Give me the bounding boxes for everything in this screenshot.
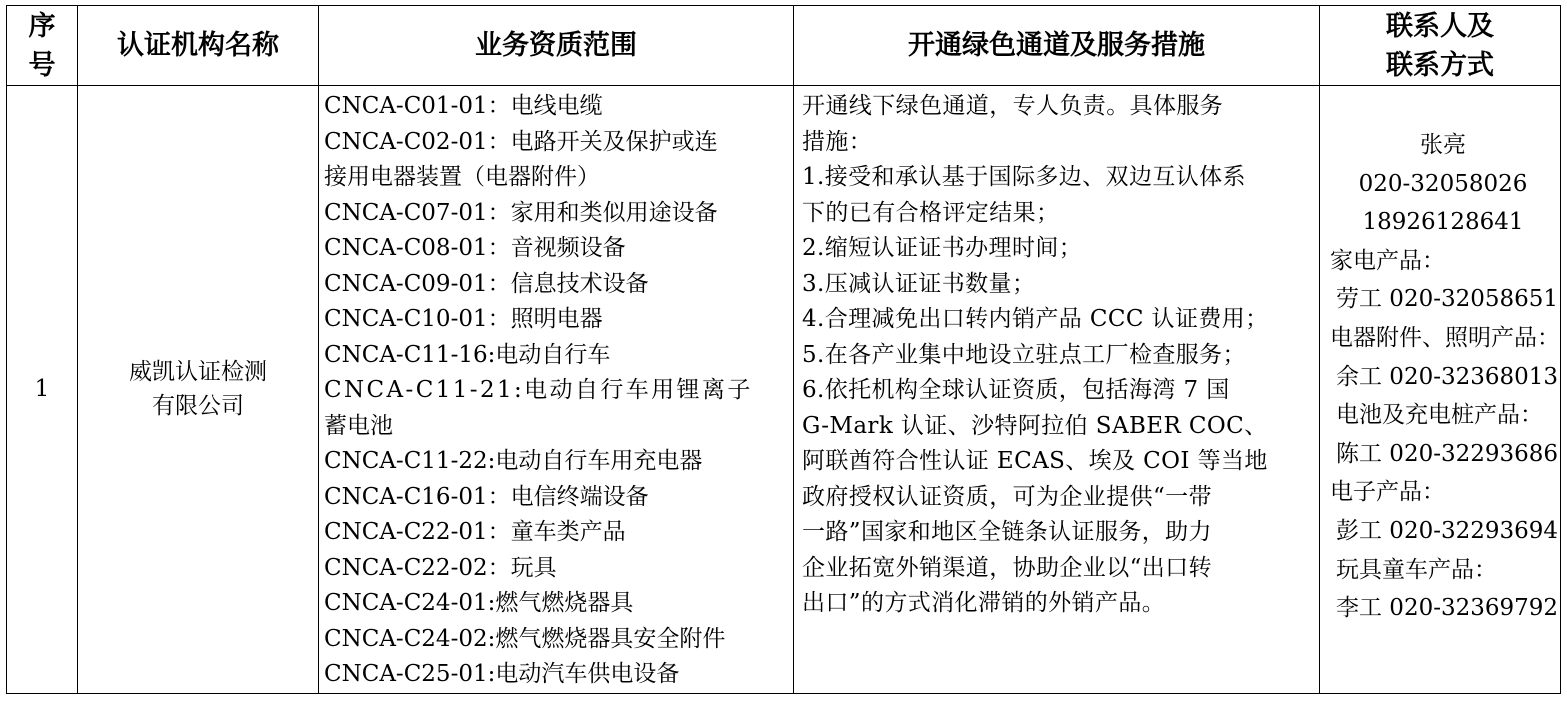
service-line: 5.在各产业集中地设立驻点工厂检查服务； — [802, 341, 1246, 368]
contact-mobile: 18926128641 — [1362, 209, 1524, 236]
contact-category: 家电产品： — [1330, 247, 1445, 274]
header-seq-line: 号 — [28, 49, 56, 81]
service-line: 一路”国家和地区全链条认证服务，助力 — [802, 519, 1212, 545]
scope-line: CNCA-C22-01：童车类产品 — [324, 519, 626, 545]
header-scope: 业务资质范围 — [319, 6, 794, 86]
header-row — [7, 6, 1561, 86]
contact-category: 玩具童车产品： — [1336, 556, 1497, 583]
contact-entry: 余工 020-32368013 — [1336, 363, 1559, 390]
certification-table — [6, 5, 1561, 694]
header-seq — [7, 6, 78, 86]
row-contact — [1320, 86, 1561, 694]
row-seq: 1 — [7, 86, 78, 694]
scope-line: CNCA-C11-22:电动自行车用充电器 — [324, 448, 703, 474]
header-contact-line: 联系方式 — [1386, 49, 1494, 81]
scope-line: CNCA-C08-01：音视频设备 — [324, 235, 626, 261]
scope-line: CNCA-C02-01：电路开关及保护或连 — [324, 128, 718, 155]
row-scope — [319, 86, 794, 694]
scope-line: CNCA-C07-01：家用和类似用途设备 — [324, 199, 718, 226]
contact-category: 电器附件、照明产品： — [1330, 324, 1560, 351]
service-line: 1.接受和承认基于国际多边、双边互认体系 — [802, 164, 1246, 190]
contact-entry: 陈工 020-32293686 — [1336, 440, 1559, 467]
service-line: 企业拓宽外销渠道，协助企业以“出口转 — [802, 554, 1212, 581]
header-contact — [1320, 6, 1561, 86]
header-org-name: 认证机构名称 — [78, 6, 319, 86]
scope-line: CNCA-C22-02：玩具 — [324, 554, 557, 581]
scope-line: CNCA-C01-01：电线电缆 — [324, 93, 603, 119]
service-line: 3.压减认证证书数量； — [802, 270, 1036, 297]
service-line: 4.合理减免出口转内销产品 CCC 认证费用； — [802, 306, 1269, 332]
service-line: 6.依托机构全球认证资质，包括海湾 7 国 — [802, 377, 1230, 403]
header-service: 开通绿色通道及服务措施 — [794, 6, 1320, 86]
scope-line: CNCA-C11-16:电动自行车 — [324, 341, 611, 368]
contact-person: 张亮 — [1420, 132, 1466, 158]
table-row — [7, 86, 1561, 694]
service-line: G-Mark 认证、沙特阿拉伯 SABER COC、 — [802, 412, 1268, 439]
org-name-line: 有限公司 — [152, 393, 244, 420]
service-line: 开通线下绿色通道，专人负责。具体服务 — [802, 93, 1224, 119]
service-line: 出口”的方式消化滞销的外销产品。 — [802, 590, 1166, 616]
service-line: 政府授权认证资质，可为企业提供“一带 — [802, 483, 1212, 510]
scope-line: CNCA-C16-01：电信终端设备 — [324, 483, 649, 510]
scope-line: CNCA-C24-02:燃气燃烧器具安全附件 — [324, 625, 726, 652]
org-name-line: 威凯认证检测 — [129, 359, 267, 386]
scope-line: CNCA-C09-01：信息技术设备 — [324, 270, 649, 297]
service-line: 下的已有合格评定结果； — [802, 199, 1060, 226]
contact-category: 电子产品： — [1330, 479, 1445, 506]
scope-line: 蓄电池 — [324, 412, 393, 439]
service-line: 措施： — [802, 128, 873, 155]
contact-entry: 李工 020-32369792 — [1336, 595, 1559, 622]
contact-phone: 020-32058026 — [1358, 170, 1528, 197]
contact-entry: 劳工 020-32058651 — [1336, 286, 1559, 313]
scope-line: CNCA-C25-01:电动汽车供电设备 — [324, 661, 680, 687]
row-service — [794, 86, 1320, 694]
scope-line: 接用电器装置（电器附件） — [324, 164, 600, 190]
scope-line: CNCA-C24-01:燃气燃烧器具 — [324, 590, 634, 616]
header-contact-line: 联系人及 — [1386, 10, 1494, 42]
service-line: 阿联酋符合性认证 ECAS、埃及 COI 等当地 — [802, 448, 1268, 474]
scope-line: CNCA-C11-21:电动自行车用锂离子 — [324, 377, 753, 403]
contact-category: 电池及充电桩产品： — [1336, 402, 1543, 429]
contact-entry: 彭工 020-32293694 — [1336, 517, 1559, 544]
service-line: 2.缩短认证证书办理时间； — [802, 235, 1083, 261]
scope-line: CNCA-C10-01：照明电器 — [324, 306, 603, 332]
header-seq-line: 序 — [28, 10, 56, 42]
row-org-name — [78, 86, 319, 694]
